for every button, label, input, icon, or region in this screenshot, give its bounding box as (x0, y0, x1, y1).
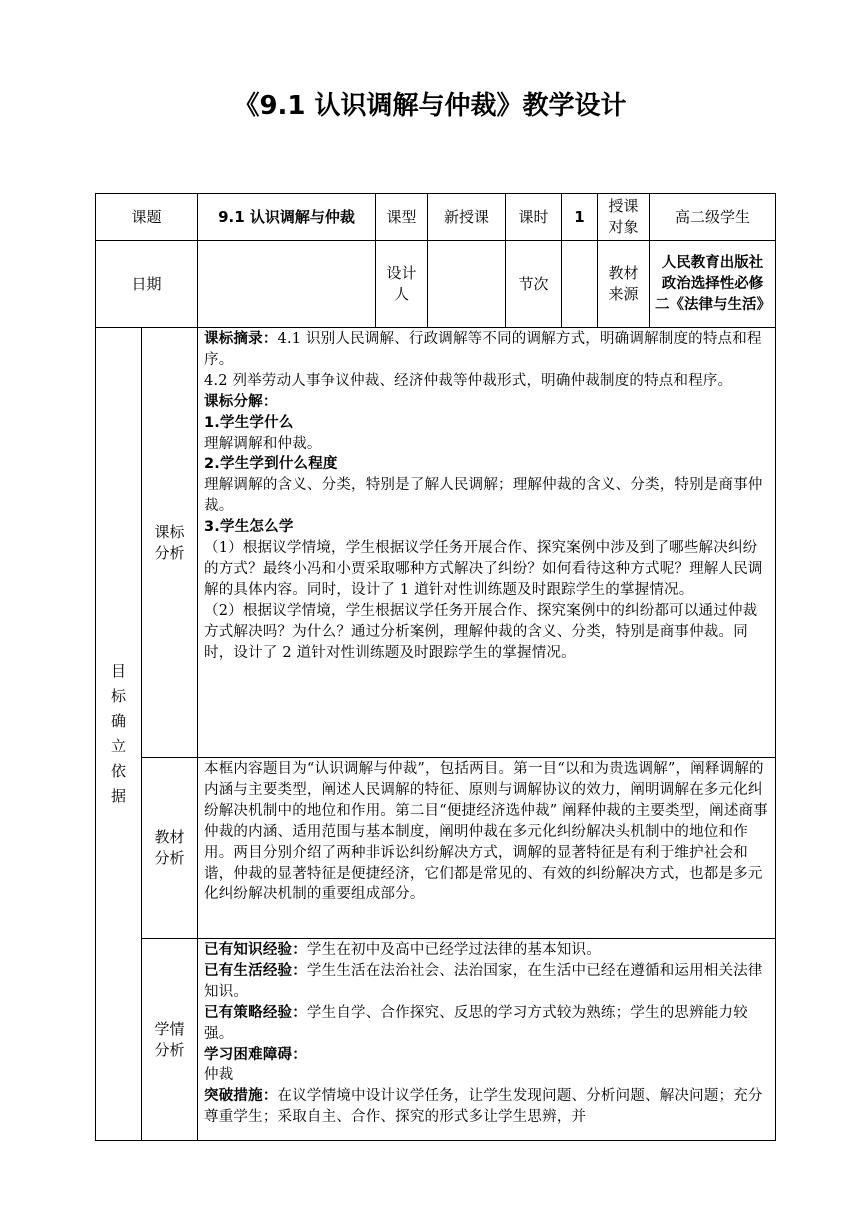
session-value (562, 241, 598, 328)
standards-row (96, 328, 776, 758)
breakdown-heading: 课标分解： (204, 393, 278, 410)
source-value: 人民教育出版社政治选择性必修二《法律与生活》 (650, 241, 776, 328)
excerpt-1: 4.1 识别人民调解、行政调解等不同的调解方式，明确调解制度的特点和程序。 (204, 331, 762, 368)
audience-label: 授课对象 (598, 194, 650, 241)
learner-content (198, 939, 776, 1141)
basis-char: 确 (110, 712, 126, 730)
measures-heading: 突破措施： (204, 1088, 278, 1105)
date-value (198, 241, 376, 328)
excerpt-2: 4.2 列举劳动人事争议仲裁、经济仲裁等仲裁形式，明确仲裁制度的特点和程序。 (204, 372, 733, 389)
basis-char: 标 (110, 687, 126, 705)
learner-row (96, 939, 776, 1141)
difficulty-body: 仲裁 (204, 1067, 234, 1084)
designer-value (428, 241, 506, 328)
page-title: 《9.1 认识调解与仲裁》教学设计 (233, 91, 627, 121)
basis-char: 目 (110, 662, 126, 680)
textbook-row (96, 758, 776, 939)
basis-char: 立 (110, 737, 126, 755)
period-label: 课时 (506, 194, 562, 241)
standards-content (198, 328, 776, 758)
q3-heading: 3.学生怎么学 (204, 519, 294, 536)
q2-body: 理解调解的含义、分类，特别是了解人民调解；理解仲裁的含义、分类，特别是商事仲裁。 (204, 477, 763, 515)
difficulty-heading: 学习困难障碍： (204, 1046, 307, 1063)
basis-char: 依 (110, 762, 126, 780)
strategy-heading: 已有策略经验： (204, 1004, 307, 1021)
standards-label: 课标分析 (142, 328, 198, 758)
textbook-label: 教材分析 (142, 758, 198, 939)
measures-body: 在议学情境中设计议学任务，让学生发现问题、分析问题、解决问题；充分尊重学生；采取自主、合作、探究的形式多让学生思辨，并 (204, 1088, 763, 1126)
q1-heading: 1.学生学什么 (204, 414, 294, 431)
header-row (96, 194, 776, 241)
strategy-body: 学生自学、合作探究、反思的学习方式较为熟练；学生的思辨能力较强。 (204, 1004, 748, 1042)
q3-body-2: （2）根据议学情境，学生根据议学任务开展合作、探究案例中的纠纷都可以通过仲裁方式解决吗？为什么？通过分析案例，理解仲裁的含义、分类，特别是商事仲裁。同时，设计了 2 道针对性训练题及时跟踪学生的掌握情况。 (204, 602, 758, 661)
session-label: 节次 (506, 241, 562, 328)
date-label: 日期 (96, 241, 198, 328)
period-value: 1 (562, 194, 598, 241)
life-body: 学生生活在法治社会、法治国家，在生活中已经在遵循和运用相关法律知识。 (204, 962, 763, 1000)
source-label: 教材来源 (598, 241, 650, 328)
basis-char: 据 (110, 787, 126, 805)
second-row (96, 241, 776, 328)
textbook-body: 本框内容题目为“认识调解与仲裁”，包括两目。第一目“以和为贵选调解”，阐释调解的内涵与主要类型，阐述人民调解的特征、原则与调解协议的效力，阐明调解在多元化纠纷解决机制中的地位和作用。第二目“便捷经济选仲裁” 阐释仲裁的主要类型，阐述商事仲裁的内涵、适用范围与基本制度，阐明仲裁在多元化纠纷解决头机制中的地位和作用。两目分别介绍了两种非诉讼纠纷解决方式，调解的显著特征是有利于维护社会和谐，仲裁的显著特征是便捷经济，它们都是常见的、有效的纠纷解决方式，也都是多元化纠纷解决机制的重要组成部分。 (204, 761, 768, 903)
knowledge-body: 学生在初中及高中已经学过法律的基本知识。 (306, 942, 601, 958)
basis-label (96, 328, 142, 1141)
knowledge-heading: 已有知识经验： (204, 942, 307, 958)
type-value: 新授课 (428, 194, 506, 241)
type-label: 课型 (376, 194, 428, 241)
lesson-plan-table (95, 193, 776, 1141)
q3-body-1: （1）根据议学情境，学生根据议学任务开展合作、探究案例中涉及到了哪些解决纠纷的方式？最终小冯和小贾采取哪种方式解决了纠纷？如何看待这种方式呢？理解人民调解的具体内容。同时，设计了 1 道针对性训练题及时跟踪学生的掌握情况。 (204, 540, 763, 598)
q1-body: 理解调解和仲裁。 (204, 435, 322, 452)
life-heading: 已有生活经验： (204, 962, 307, 979)
learner-label: 学情分析 (142, 939, 198, 1141)
excerpt-heading: 课标摘录： (204, 331, 278, 347)
textbook-content (198, 758, 776, 939)
topic-label: 课题 (96, 194, 198, 241)
q2-heading: 2.学生学到什么程度 (204, 456, 338, 473)
audience-value: 高二级学生 (650, 194, 776, 241)
designer-label: 设计人 (376, 241, 428, 328)
topic-value: 9.1 认识调解与仲裁 (198, 194, 376, 241)
